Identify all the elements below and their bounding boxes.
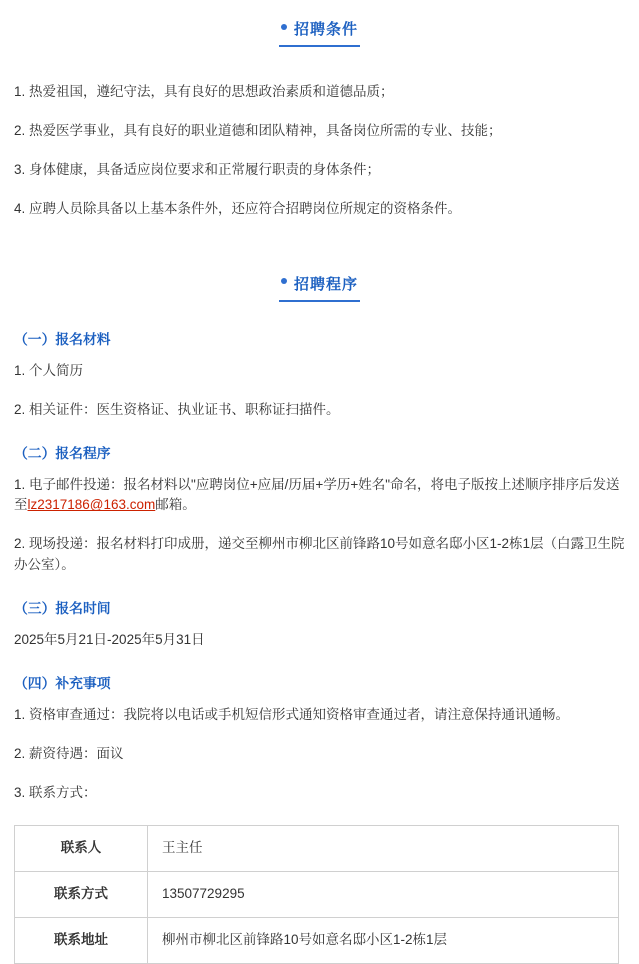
contact-table <box>14 825 619 964</box>
signup-time-block <box>0 621 639 660</box>
contact-table-body <box>15 825 619 963</box>
table-cell-label: 联系地址 <box>15 917 148 963</box>
spacer <box>0 302 639 316</box>
table-cell-label: 联系人 <box>15 825 148 871</box>
subsection-title-signup-time: （三）报名时间 <box>14 601 111 617</box>
condition-item: 1. 热爱祖国，遵纪守法，具有良好的思想政治素质和道德品质； <box>14 84 394 99</box>
table-cell-value: 13507729295 <box>148 871 619 917</box>
material-item: 2. 相关证件：医生资格证、执业证书、职称证扫描件。 <box>14 401 340 417</box>
spacer <box>0 229 639 255</box>
table-row <box>15 917 619 963</box>
bullet-dot-icon <box>281 24 287 30</box>
subsection-title-procedure: （二）报名程序 <box>14 445 111 461</box>
condition-item: 2. 热爱医学事业，具有良好的职业道德和团队精神，具备岗位所需的专业、技能； <box>14 122 502 138</box>
subsection-title-materials: （一）报名材料 <box>14 331 111 347</box>
condition-item: 4. 应聘人员除具备以上基本条件外，还应符合招聘岗位所规定的资格条件。 <box>14 200 462 216</box>
extra-list <box>0 696 639 813</box>
table-row <box>15 825 619 871</box>
conditions-list <box>0 73 639 229</box>
bullet-dot-icon <box>281 278 287 284</box>
spacer <box>0 47 639 73</box>
materials-list <box>0 352 639 430</box>
material-item: 1. 个人简历 <box>14 362 84 378</box>
procedure-email-prefix: 1. 电子邮件投递：报名材料以"应聘岗位+应届/历届+学历+姓名"命名，将电子版按上述顺序排序后发送至 <box>14 476 620 513</box>
section-heading-inner <box>279 18 360 47</box>
procedure-item-onsite: 2. 现场投递：报名材料打印成册，递交至柳州市柳北区前锋路10号如意名邸小区1-2栋1层（白露卫生院办公室）。 <box>14 536 625 573</box>
procedure-item-email <box>14 466 625 526</box>
extra-item: 2. 薪资待遇：面议 <box>14 746 124 762</box>
table-cell-value: 王主任 <box>148 825 619 871</box>
table-cell-value: 柳州市柳北区前锋路10号如意名邸小区1-2栋1层 <box>148 917 619 963</box>
signup-time-text: 2025年5月21日-2025年5月31日 <box>14 632 205 648</box>
section-heading-text: 招聘条件 <box>293 21 358 38</box>
section-heading-text: 招聘程序 <box>293 275 358 293</box>
section-heading-procedure <box>0 255 639 302</box>
section-heading-inner <box>279 273 360 302</box>
condition-item: 3. 身体健康，具备适应岗位要求和正常履行职责的身体条件； <box>14 161 381 177</box>
section-heading-conditions <box>0 0 639 47</box>
procedure-email-suffix: 邮箱。 <box>155 497 196 513</box>
subsection-title-extra: （四）补充事项 <box>14 676 111 692</box>
email-link[interactable]: lz2317186@163.com <box>27 497 156 513</box>
extra-item: 1. 资格审查通过：我院将以电话或手机短信形式通知资格审查通过者，请注意保持通讯通畅。 <box>14 707 570 723</box>
table-cell-label: 联系方式 <box>15 871 148 917</box>
procedure-list <box>0 466 639 586</box>
extra-item: 3. 联系方式： <box>14 784 97 800</box>
table-row <box>15 871 619 917</box>
